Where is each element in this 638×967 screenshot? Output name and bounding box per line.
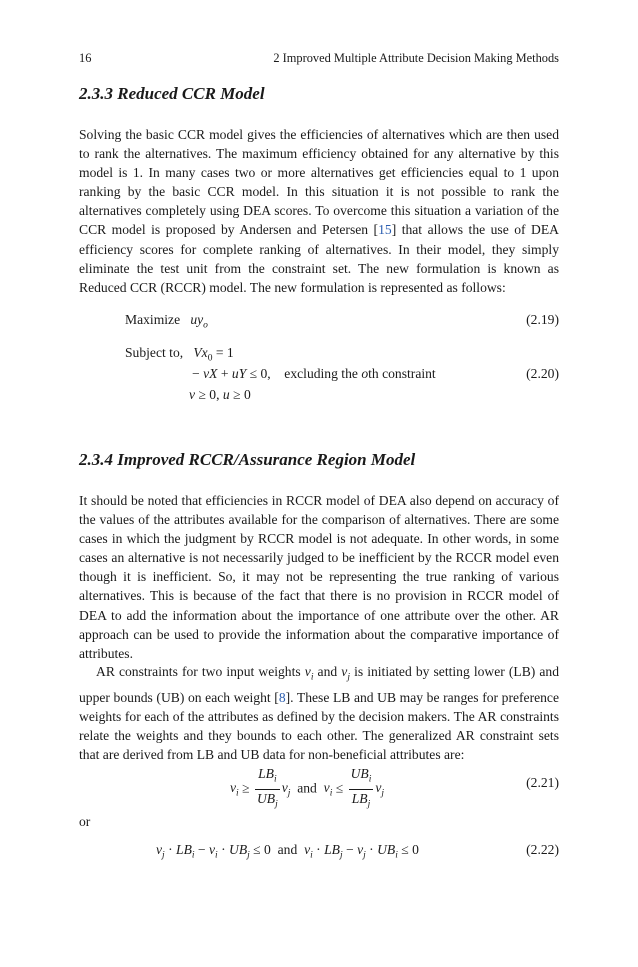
section-title-2-3-4: 2.3.4 Improved RCCR/Assurance Region Model bbox=[79, 450, 416, 469]
fraction: $\frac{UB_i}{LB_j}$ bbox=[350, 766, 372, 810]
equation-2-22: $v_j \cdot LB_i - v_i \cdot UB_j \le 0$ and $v_i \cdot LB_j - v_j \cdot UB_i \le 0$ bbox=[156, 842, 419, 861]
fraction: $\frac{LB_i}{UB_j}$ bbox=[256, 766, 278, 810]
paragraph-ar-constraints: AR constraints for two input weights $v_i$ and $v_j$ is initiated by setting lower (LB) and upper bounds (UB) on each weight [8]. These LB and UB may be ranges for preference weights for each of the attributes as defined by the decision makers. The AR constraints relate the weights and they bounds to each other. The generalized AR constraint sets that are derived from LB and UB data for non-beneficial attributes are: bbox=[79, 664, 560, 763]
equation-text: and bbox=[297, 780, 317, 796]
paragraph-text: ] that allows the use of DEA efficiency scores for complete ranking of alternatives. In their model, they simply eliminate the test unit from the constraint set. The new formulation is known as Reduced CCR (RCCR) model. The new formulation is represented as follows: bbox=[79, 222, 559, 295]
page-number: 16 bbox=[79, 51, 92, 65]
or-text: or bbox=[79, 814, 91, 829]
equation-number: (2.19) bbox=[526, 312, 559, 327]
paragraph-reduced-ccr bbox=[79, 125, 559, 297]
equation-2-20-line-3: v ≥ 0, u ≥ 0 bbox=[189, 387, 251, 402]
equation-number: (2.22) bbox=[526, 842, 559, 857]
running-title: 2 Improved Multiple Attribute Decision Making Methods bbox=[273, 51, 559, 65]
equation-2-21: $v_i$ ≥ $\frac{LB_i}{UB_j}$ $v_j$ and $v_i$ ≤ $\frac{UB_i}{LB_j}$ $v_j$ bbox=[230, 765, 384, 813]
equation-text: th constraint bbox=[368, 366, 436, 381]
paragraph-text: is initiated by setting lower (LB) and upper bounds (UB) on each weight [ bbox=[79, 664, 560, 705]
equation-number: (2.21) bbox=[526, 775, 559, 790]
equation-text: and bbox=[277, 842, 298, 857]
equation-2-20-line-1: Subject to, $Vx_0 = 1$ bbox=[125, 345, 234, 364]
equation-number: (2.20) bbox=[526, 366, 559, 381]
equation-label: Maximize bbox=[125, 312, 181, 327]
equation-2-19: Maximize $uy_o$ bbox=[125, 312, 208, 331]
citation-link[interactable]: 15 bbox=[378, 222, 392, 238]
section-title-2-3-3: 2.3.3 Reduced CCR Model bbox=[79, 84, 265, 103]
paragraph-improved-rccr: It should be noted that efficiencies in RCCR model of DEA also depend on accuracy of the values of the attributes available for the comparison of alternatives. There are some cases in which the judgment by RCCR model is not adequate. In other words, in some cases an alternative is not necessarily judged to be inefficient by the RCCR model even though it is inefficient. So, it may not be representing the true ranking of various alternatives. This is because of the fact that there is no provision in RCCR model of DEA to add the information about the importance of one attribute over the other. AR approach can be used to provide the information about the comparative importance of attributes. bbox=[79, 493, 559, 661]
paragraph-text: and bbox=[317, 664, 338, 679]
equation-label: Subject to, bbox=[125, 345, 184, 360]
paragraph-text: Solving the basic CCR model gives the efficiencies of alternatives which are then used to rank the alternatives. The maximum efficiency obtained for any alternative by this model is 1. In many cases two or more alternatives get efficiencies equal to 1 upon ranking by the basic CCR model. In this situation it is not possible to rank the alternatives completely using DEA scores. To overcome this situation a variation of the CCR model is proposed by Andersen and Petersen [ bbox=[79, 127, 559, 238]
equation-text: excluding the bbox=[284, 366, 358, 381]
paragraph-text: ]. These LB and UB may be ranges for preference weights for each of the attributes as defined by the decision makers. The AR constraints relate the weights and they bounds to each other. The generalized AR constraint sets that are derived from LB and UB data for non-beneficial attributes are: bbox=[79, 689, 560, 763]
citation-link[interactable]: 8 bbox=[278, 689, 286, 705]
paragraph-text: AR constraints for two input weights bbox=[96, 664, 301, 679]
equation-2-20-line-2: − vX + uY ≤ 0, excluding the oth constraint bbox=[192, 366, 436, 381]
